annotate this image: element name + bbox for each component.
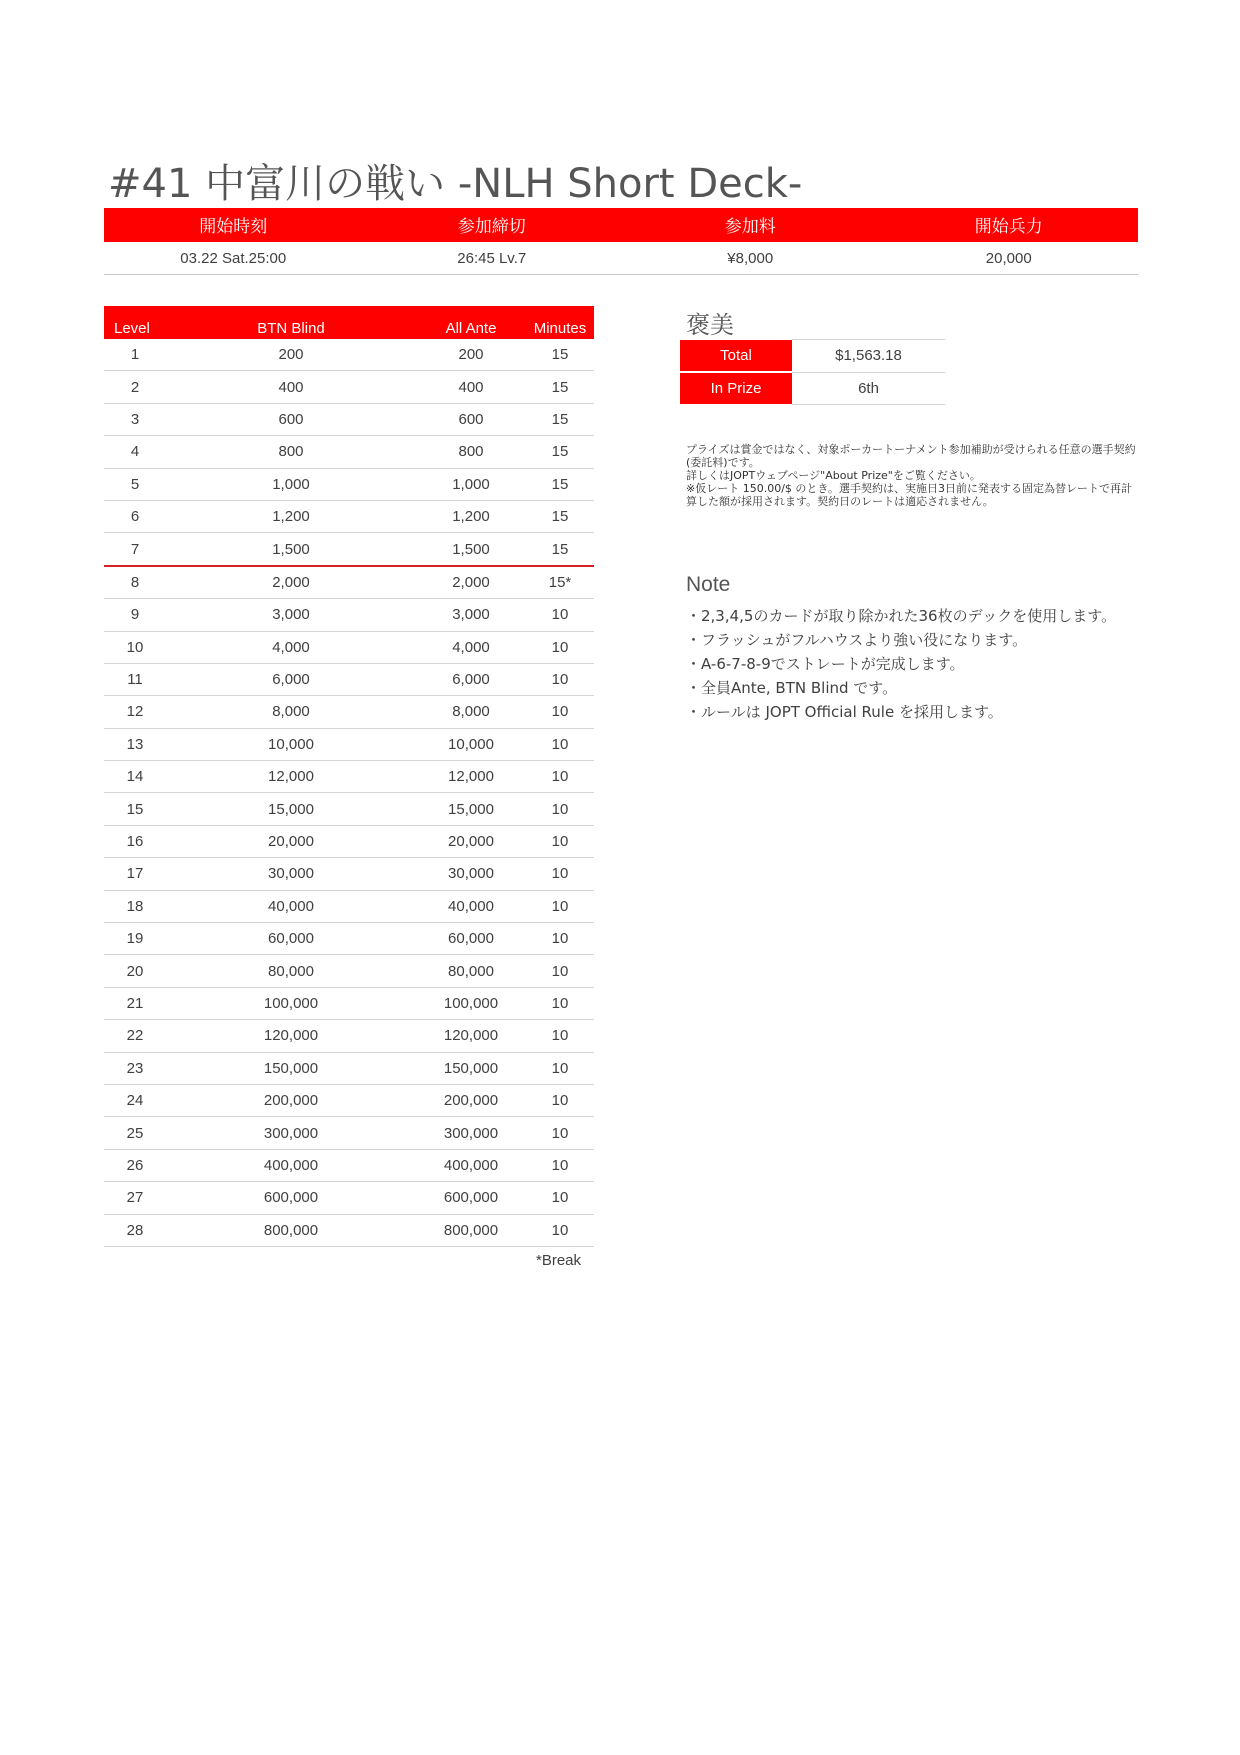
minutes-cell: 10 xyxy=(526,987,594,1019)
table-row xyxy=(104,663,594,695)
minutes-cell: 15 xyxy=(526,533,594,566)
level-cell: 20 xyxy=(104,955,166,987)
note-item: ・2,3,4,5のカードが取り除かれた36枚のデックを使用します。 xyxy=(686,607,1117,625)
btn-blind-cell: 40,000 xyxy=(166,890,416,922)
btn-blind-cell: 3,000 xyxy=(166,599,416,631)
btn-blind-cell: 10,000 xyxy=(166,728,416,760)
table-row xyxy=(104,1084,594,1116)
minutes-cell: 15* xyxy=(526,566,594,599)
level-cell: 2 xyxy=(104,371,166,403)
btn-blind-cell: 200,000 xyxy=(166,1084,416,1116)
all-ante-cell: 800,000 xyxy=(416,1214,526,1246)
minutes-cell: 10 xyxy=(526,890,594,922)
btn-blind-cell: 6,000 xyxy=(166,663,416,695)
all-ante-cell: 120,000 xyxy=(416,1020,526,1052)
level-cell: 17 xyxy=(104,858,166,890)
all-ante-cell: 8,000 xyxy=(416,696,526,728)
table-row xyxy=(104,468,594,500)
level-cell: 25 xyxy=(104,1117,166,1149)
minutes-cell: 10 xyxy=(526,663,594,695)
all-ante-cell: 60,000 xyxy=(416,923,526,955)
minutes-cell: 15 xyxy=(526,468,594,500)
table-row xyxy=(104,533,594,566)
minutes-cell: 10 xyxy=(526,1149,594,1181)
start-time-value: 03.22 Sat.25:00 xyxy=(180,250,287,267)
all-ante-cell: 200 xyxy=(416,339,526,371)
level-cell: 24 xyxy=(104,1084,166,1116)
all-ante-cell: 2,000 xyxy=(416,566,526,599)
minutes-cell: 10 xyxy=(526,1214,594,1246)
btn-blind-cell: 12,000 xyxy=(166,761,416,793)
all-ante-cell: 600,000 xyxy=(416,1182,526,1214)
blind-table-header xyxy=(104,306,594,339)
disclaimer-line: 詳しくはJOPTウェブページ"About Prize"をご覧ください。 xyxy=(686,469,981,482)
minutes-header: Minutes xyxy=(526,306,594,339)
table-row xyxy=(104,955,594,987)
all-ante-cell: 20,000 xyxy=(416,825,526,857)
btn-blind-cell: 150,000 xyxy=(166,1052,416,1084)
table-row xyxy=(104,923,594,955)
level-cell: 10 xyxy=(104,631,166,663)
level-cell: 4 xyxy=(104,436,166,468)
level-header: Level xyxy=(104,306,166,339)
minutes-cell: 10 xyxy=(526,793,594,825)
prize-table xyxy=(680,338,945,405)
btn-blind-cell: 80,000 xyxy=(166,955,416,987)
all-ante-cell: 40,000 xyxy=(416,890,526,922)
minutes-cell: 15 xyxy=(526,436,594,468)
disclaimer-line: プライズは賞金ではなく、対象ポーカートーナメント参加補助が受けられる任意の選手契約(委託料)です。 xyxy=(686,443,1136,469)
all-ante-cell: 15,000 xyxy=(416,793,526,825)
registration-close-label: 参加締切 xyxy=(457,217,526,237)
level-cell: 19 xyxy=(104,923,166,955)
table-row xyxy=(104,631,594,663)
btn-blind-cell: 800,000 xyxy=(166,1214,416,1246)
minutes-cell: 10 xyxy=(526,1052,594,1084)
table-row xyxy=(104,858,594,890)
table-row xyxy=(104,761,594,793)
table-row xyxy=(104,890,594,922)
blind-table-body xyxy=(104,339,594,1246)
all-ante-cell: 300,000 xyxy=(416,1117,526,1149)
prize-total-value: $1,563.18 xyxy=(792,339,945,372)
minutes-cell: 10 xyxy=(526,696,594,728)
all-ante-header: All Ante xyxy=(416,306,526,339)
btn-blind-cell: 4,000 xyxy=(166,631,416,663)
minutes-cell: 10 xyxy=(526,923,594,955)
note-title: Note xyxy=(686,573,731,596)
all-ante-cell: 800 xyxy=(416,436,526,468)
table-row xyxy=(104,403,594,435)
prize-in-prize-row xyxy=(680,372,945,404)
all-ante-cell: 200,000 xyxy=(416,1084,526,1116)
btn-blind-cell: 100,000 xyxy=(166,987,416,1019)
minutes-cell: 10 xyxy=(526,1117,594,1149)
table-row xyxy=(104,728,594,760)
level-cell: 16 xyxy=(104,825,166,857)
table-row xyxy=(104,793,594,825)
table-row xyxy=(104,1052,594,1084)
level-cell: 14 xyxy=(104,761,166,793)
all-ante-cell: 150,000 xyxy=(416,1052,526,1084)
all-ante-cell: 30,000 xyxy=(416,858,526,890)
entry-fee-label: 参加料 xyxy=(724,217,776,237)
btn-blind-cell: 400 xyxy=(166,371,416,403)
prize-disclaimer xyxy=(686,443,1136,508)
level-cell: 7 xyxy=(104,533,166,566)
table-row xyxy=(104,987,594,1019)
table-row xyxy=(104,436,594,468)
all-ante-cell: 6,000 xyxy=(416,663,526,695)
page-title: #41 中富川の戦い -NLH Short Deck- xyxy=(108,161,803,207)
start-time-label: 開始時刻 xyxy=(199,217,268,237)
btn-blind-cell: 400,000 xyxy=(166,1149,416,1181)
prize-total-label: Total xyxy=(680,339,792,372)
btn-blind-cell: 2,000 xyxy=(166,566,416,599)
note-list xyxy=(686,604,1126,724)
all-ante-cell: 80,000 xyxy=(416,955,526,987)
btn-blind-cell: 8,000 xyxy=(166,696,416,728)
all-ante-cell: 100,000 xyxy=(416,987,526,1019)
table-row xyxy=(104,1182,594,1214)
table-row xyxy=(104,696,594,728)
table-row xyxy=(104,599,594,631)
minutes-cell: 10 xyxy=(526,761,594,793)
btn-blind-cell: 15,000 xyxy=(166,793,416,825)
level-cell: 12 xyxy=(104,696,166,728)
all-ante-cell: 1,000 xyxy=(416,468,526,500)
entry-fee-value: ¥8,000 xyxy=(727,250,774,267)
table-row xyxy=(104,1117,594,1149)
blind-structure-table xyxy=(104,306,594,1247)
btn-blind-cell: 60,000 xyxy=(166,923,416,955)
btn-blind-cell: 600,000 xyxy=(166,1182,416,1214)
level-cell: 8 xyxy=(104,566,166,599)
table-row xyxy=(104,1214,594,1246)
level-cell: 28 xyxy=(104,1214,166,1246)
minutes-cell: 15 xyxy=(526,403,594,435)
minutes-cell: 10 xyxy=(526,858,594,890)
all-ante-cell: 1,200 xyxy=(416,500,526,532)
minutes-cell: 10 xyxy=(526,1182,594,1214)
minutes-cell: 15 xyxy=(526,371,594,403)
btn-blind-cell: 600 xyxy=(166,403,416,435)
prize-title: 褒美 xyxy=(686,311,734,339)
level-cell: 23 xyxy=(104,1052,166,1084)
btn-blind-cell: 1,500 xyxy=(166,533,416,566)
all-ante-cell: 600 xyxy=(416,403,526,435)
info-header-row xyxy=(104,208,1138,242)
disclaimer-line: ※仮レート 150.00/$ のとき。選手契約は、実施日3日前に発表する固定為替レートで再計算した額が採用されます。契約日のレートは適応されません。 xyxy=(686,482,1132,508)
level-cell: 6 xyxy=(104,500,166,532)
level-cell: 18 xyxy=(104,890,166,922)
level-cell: 22 xyxy=(104,1020,166,1052)
btn-blind-cell: 200 xyxy=(166,339,416,371)
minutes-cell: 10 xyxy=(526,599,594,631)
level-cell: 26 xyxy=(104,1149,166,1181)
all-ante-cell: 3,000 xyxy=(416,599,526,631)
table-row xyxy=(104,566,594,599)
level-cell: 27 xyxy=(104,1182,166,1214)
table-row xyxy=(104,825,594,857)
level-cell: 1 xyxy=(104,339,166,371)
note-item: ・全員Ante, BTN Blind です。 xyxy=(686,679,898,697)
level-cell: 13 xyxy=(104,728,166,760)
prize-total-row xyxy=(680,339,945,372)
table-row xyxy=(104,371,594,403)
tournament-info xyxy=(104,208,1138,275)
btn-blind-cell: 20,000 xyxy=(166,825,416,857)
note-item: ・フラッシュがフルハウスより強い役になります。 xyxy=(686,631,1028,649)
minutes-cell: 15 xyxy=(526,500,594,532)
btn-blind-cell: 30,000 xyxy=(166,858,416,890)
note-item: ・ルールは JOPT Official Rule を採用します。 xyxy=(686,703,1003,721)
minutes-cell: 10 xyxy=(526,1084,594,1116)
level-cell: 9 xyxy=(104,599,166,631)
break-note: *Break xyxy=(536,1252,582,1269)
registration-close-value: 26:45 Lv.7 xyxy=(457,250,527,267)
all-ante-cell: 4,000 xyxy=(416,631,526,663)
in-prize-label: In Prize xyxy=(680,372,792,404)
btn-blind-cell: 800 xyxy=(166,436,416,468)
table-row xyxy=(104,339,594,371)
level-cell: 15 xyxy=(104,793,166,825)
in-prize-value: 6th xyxy=(792,372,945,404)
minutes-cell: 10 xyxy=(526,728,594,760)
level-cell: 3 xyxy=(104,403,166,435)
minutes-cell: 10 xyxy=(526,631,594,663)
all-ante-cell: 12,000 xyxy=(416,761,526,793)
btn-blind-header: BTN Blind xyxy=(166,306,416,339)
minutes-cell: 10 xyxy=(526,1020,594,1052)
table-row xyxy=(104,1149,594,1181)
minutes-cell: 15 xyxy=(526,339,594,371)
table-row xyxy=(104,1020,594,1052)
minutes-cell: 10 xyxy=(526,825,594,857)
btn-blind-cell: 300,000 xyxy=(166,1117,416,1149)
info-value-row xyxy=(104,242,1138,275)
minutes-cell: 10 xyxy=(526,955,594,987)
btn-blind-cell: 120,000 xyxy=(166,1020,416,1052)
starting-stack-value: 20,000 xyxy=(985,250,1032,267)
all-ante-cell: 1,500 xyxy=(416,533,526,566)
level-cell: 21 xyxy=(104,987,166,1019)
btn-blind-cell: 1,000 xyxy=(166,468,416,500)
level-cell: 11 xyxy=(104,663,166,695)
note-item: ・A-6-7-8-9でストレートが完成します。 xyxy=(686,655,965,673)
all-ante-cell: 400 xyxy=(416,371,526,403)
btn-blind-cell: 1,200 xyxy=(166,500,416,532)
all-ante-cell: 10,000 xyxy=(416,728,526,760)
all-ante-cell: 400,000 xyxy=(416,1149,526,1181)
table-row xyxy=(104,500,594,532)
level-cell: 5 xyxy=(104,468,166,500)
starting-stack-label: 開始兵力 xyxy=(974,217,1043,237)
